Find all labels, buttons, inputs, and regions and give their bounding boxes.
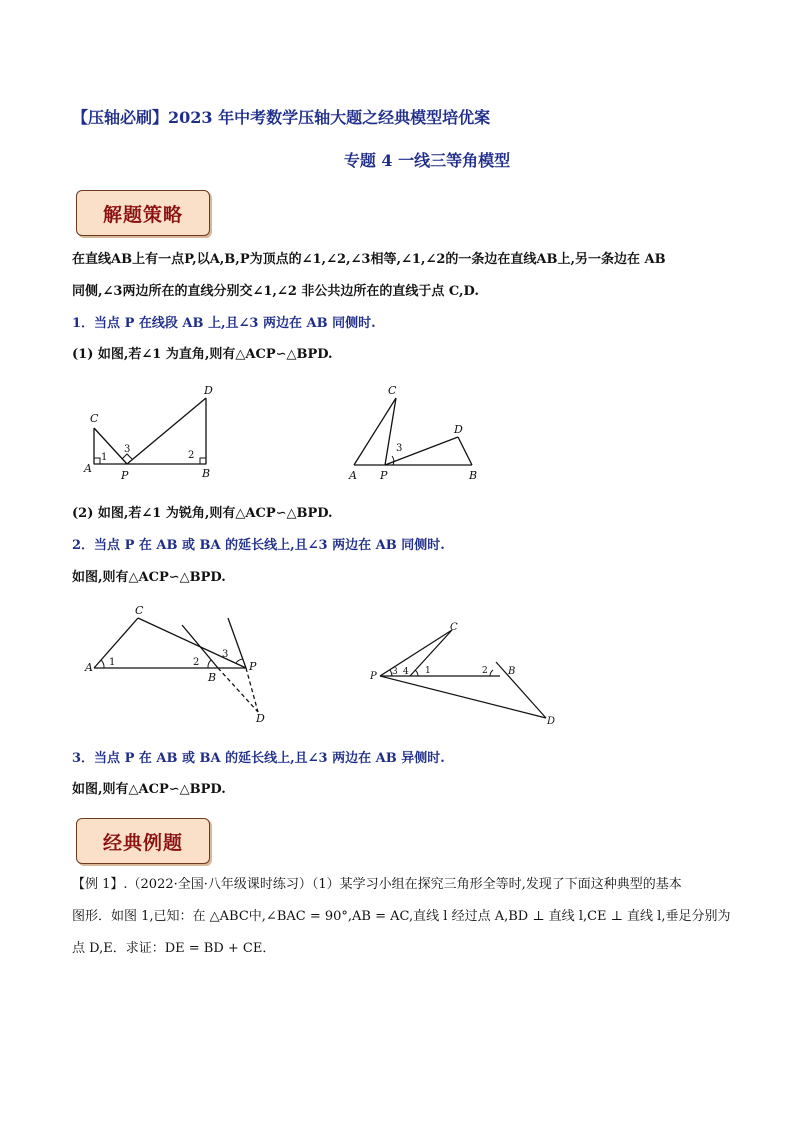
angle-2-label: 2 xyxy=(188,450,195,461)
case-3-heading: 3．当点 P 在 AB 或 BA 的延长线上,且∠3 两边在 AB 异侧时. xyxy=(72,751,445,766)
figure-extension-opposite-side xyxy=(360,618,570,730)
intro-line-2: 同侧,∠3两边所在的直线分别交∠1,∠2 非公共边所在的直线于点 C,D. xyxy=(72,284,479,299)
angle-1-label: 1 xyxy=(101,452,108,463)
label-p: P xyxy=(121,469,129,482)
angle-3-arc xyxy=(236,659,243,663)
angle-2-arc xyxy=(208,660,211,668)
case-1-heading: 1．当点 P 在线段 AB 上,且∠3 两边在 AB 同侧时. xyxy=(72,316,376,331)
label-a: A xyxy=(85,661,93,674)
case-2a-text: 如图,则有△ACP∽△BPD. xyxy=(72,570,226,585)
label-b: B xyxy=(208,671,217,684)
label-b: B xyxy=(469,469,478,482)
example-1-line-1: 【例 1】.（2022·全国·八年级课时练习）（1）某学习小组在探究三角形全等时,发现了下面这种典型的基本 xyxy=(72,877,682,892)
figure-acute-angle xyxy=(340,380,490,482)
strategy-banner-label: 解题策略 xyxy=(102,203,183,226)
label-p: P xyxy=(370,671,377,682)
label-d: D xyxy=(204,384,213,397)
angle-3-label: 3 xyxy=(392,667,398,677)
angle-3-label: 3 xyxy=(222,649,229,660)
label-d: D xyxy=(454,423,463,436)
line-bd-upper xyxy=(182,625,218,668)
angle-3-arc xyxy=(392,456,394,465)
case-2-heading: 2．当点 P 在 AB 或 BA 的延长线上,且∠3 两边在 AB 同侧时. xyxy=(72,538,445,553)
examples-banner-label: 经典例题 xyxy=(102,831,183,854)
examples-banner xyxy=(76,818,210,864)
label-c: C xyxy=(450,622,458,633)
case-3a-text: 如图,则有△ACP∽△BPD. xyxy=(72,782,226,797)
angle-2-arc xyxy=(490,670,493,676)
label-b: B xyxy=(202,467,211,480)
document-title: 【压轴必刷】2023 年中考数学压轴大题之经典模型培优案 xyxy=(72,108,491,127)
figure-right-angle xyxy=(80,380,220,482)
line-pd xyxy=(380,676,546,718)
strategy-banner xyxy=(76,190,210,236)
label-d: D xyxy=(256,712,265,725)
intro-line-1: 在直线AB上有一点P,以A,B,P为顶点的∠1,∠2,∠3相等,∠1,∠2的一条边在直线AB上,另一条边在 AB xyxy=(72,252,666,267)
angle-1-label: 1 xyxy=(109,657,116,668)
label-c: C xyxy=(90,412,99,425)
example-1-line-2: 图形．如图 1,已知：在 △ABC中,∠BAC = 90°,AB = AC,直线 l 经过点 A,BD ⊥ 直线 l,CE ⊥ 直线 l,垂足分别为 xyxy=(72,909,731,924)
line-cp xyxy=(138,618,246,668)
line-db xyxy=(458,437,472,465)
line-ac xyxy=(354,398,396,465)
angle-2-label: 2 xyxy=(193,657,200,668)
label-a: A xyxy=(84,462,92,475)
label-c: C xyxy=(135,604,144,617)
angle-3-label: 3 xyxy=(396,443,403,454)
case-1a-text: (1) 如图,若∠1 为直角,则有△ACP∽△BPD. xyxy=(72,347,333,362)
line-cp xyxy=(385,398,396,465)
label-a: A xyxy=(349,469,357,482)
angle-1-arc xyxy=(101,660,104,668)
label-p: P xyxy=(249,660,257,673)
angle-2-label: 2 xyxy=(482,666,488,676)
line-bd xyxy=(496,662,546,718)
label-b: B xyxy=(508,666,516,677)
document-subtitle: 专题 4 一线三等角模型 xyxy=(343,151,511,170)
label-d: D xyxy=(547,716,556,727)
case-1b-text: (2) 如图,若∠1 为锐角,则有△ACP∽△BPD. xyxy=(72,506,333,521)
label-c: C xyxy=(388,384,397,397)
angle-1-arc xyxy=(415,670,418,676)
angle-4-label: 4 xyxy=(403,667,409,677)
right-angle-mark-a xyxy=(94,458,100,464)
line-ac xyxy=(94,618,138,668)
angle-1-label: 1 xyxy=(425,666,431,676)
figure-extension-same-side xyxy=(80,600,280,728)
label-p: P xyxy=(380,469,388,482)
example-1-line-3: 点 D,E．求证：DE = BD + CE． xyxy=(72,941,276,956)
right-angle-mark-b xyxy=(200,458,206,464)
angle-3-label: 3 xyxy=(124,444,131,455)
